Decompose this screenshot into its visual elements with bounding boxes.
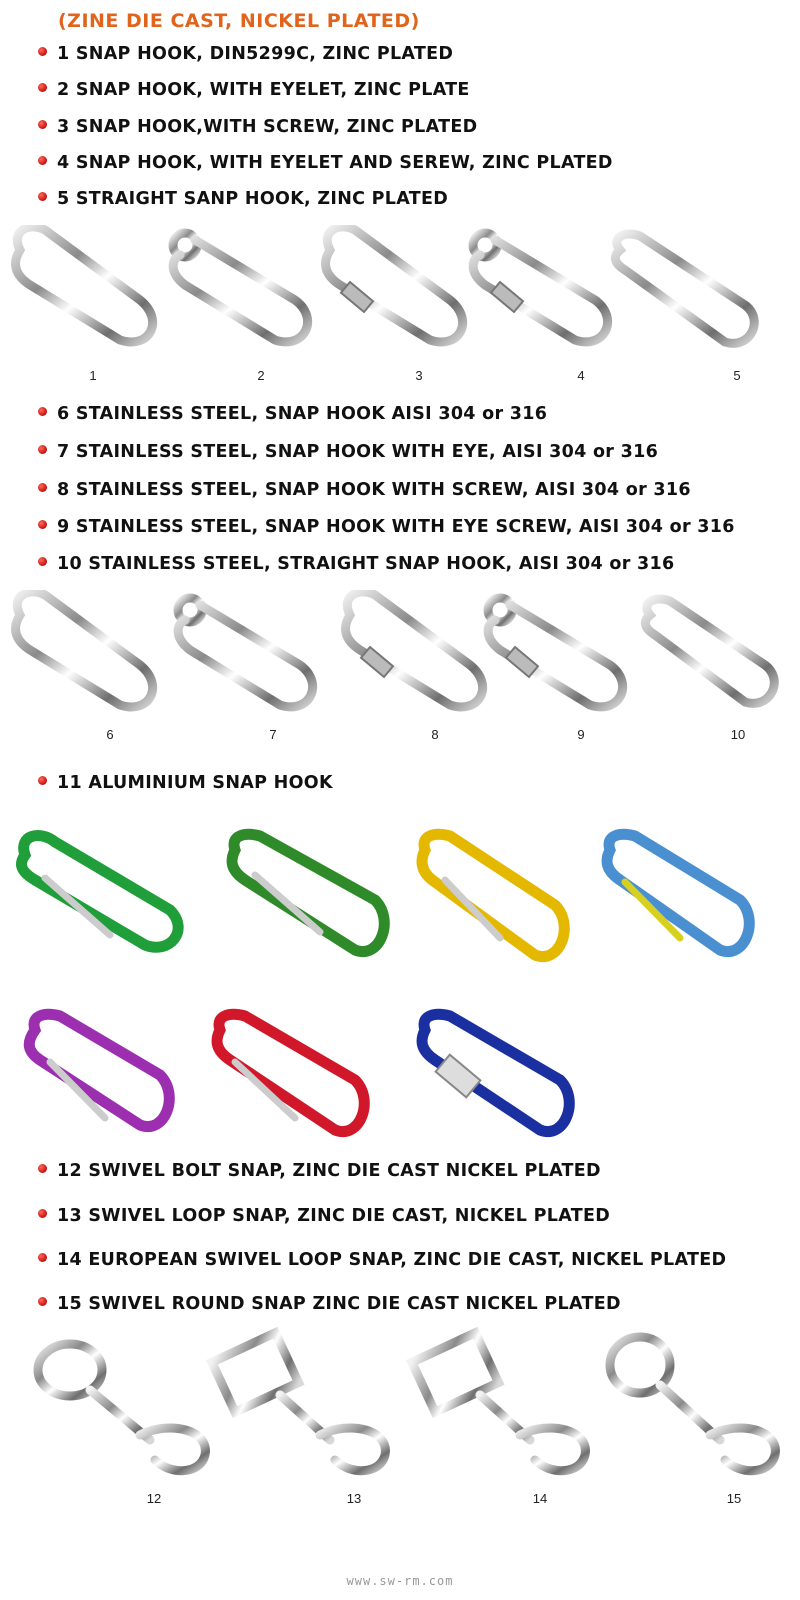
- snap-hook-icon: [29, 1014, 169, 1126]
- bullet-dot-icon: [38, 483, 47, 492]
- bullet-dot-icon: [38, 520, 47, 529]
- item-number: 13: [346, 1491, 362, 1506]
- snap-hook-icon: [16, 227, 153, 342]
- item-number: 15: [726, 1491, 742, 1506]
- snap-hook-icon: [422, 1014, 569, 1131]
- item-number: 4: [577, 368, 585, 383]
- bullet-dot-icon: [38, 776, 47, 785]
- bullet-dot-icon: [38, 1209, 47, 1218]
- product-line-8: 8 STAINLESS STEEL, SNAP HOOK WITH SCREW, AISI 304 or 316: [38, 480, 691, 500]
- snap-hook-icon: [346, 592, 483, 707]
- item-number: 6: [106, 727, 114, 742]
- item-number: 8: [431, 727, 439, 742]
- snap-hook-row-1: [0, 225, 800, 370]
- item-number: 5: [733, 368, 741, 383]
- snap-hook-icon: [178, 598, 313, 707]
- snap-hook-icon: [645, 599, 774, 703]
- bullet-dot-icon: [38, 557, 47, 566]
- bullet-dot-icon: [38, 1253, 47, 1262]
- snap-hook-icon: [422, 834, 564, 956]
- product-line-11: 11 ALUMINIUM SNAP HOOK: [38, 773, 333, 793]
- item-number: 2: [257, 368, 265, 383]
- snap-hook-icon: [607, 834, 749, 951]
- snap-hook-icon: [21, 836, 178, 948]
- bullet-dot-icon: [38, 120, 47, 129]
- bullet-dot-icon: [38, 407, 47, 416]
- product-line-13: 13 SWIVEL LOOP SNAP, ZINC DIE CAST, NICKEL PLATED: [38, 1206, 610, 1226]
- snap-hook-icon: [173, 233, 308, 342]
- bullet-dot-icon: [38, 1164, 47, 1173]
- product-line-7: 7 STAINLESS STEEL, SNAP HOOK WITH EYE, AISI 304 or 316: [38, 442, 658, 462]
- snap-hook-icon: [232, 834, 384, 951]
- item-number: 9: [577, 727, 585, 742]
- bullet-dot-icon: [38, 156, 47, 165]
- product-line-2: 2 SNAP HOOK, WITH EYELET, ZINC PLATE: [38, 80, 470, 100]
- item-number: 1: [89, 368, 97, 383]
- product-line-9: 9 STAINLESS STEEL, SNAP HOOK WITH EYE SCREW, AISI 304 or 316: [38, 517, 735, 537]
- product-line-1: 1 SNAP HOOK, DIN5299C, ZINC PLATED: [38, 44, 453, 64]
- item-number: 7: [269, 727, 277, 742]
- swivel-snap-icon: [212, 1333, 386, 1471]
- product-line-10: 10 STAINLESS STEEL, STRAIGHT SNAP HOOK, AISI 304 or 316: [38, 554, 674, 574]
- watermark-url: www.sw-rm.com: [346, 1574, 454, 1588]
- bullet-dot-icon: [38, 192, 47, 201]
- bullet-dot-icon: [38, 47, 47, 56]
- bullet-dot-icon: [38, 83, 47, 92]
- product-line-12: 12 SWIVEL BOLT SNAP, ZINC DIE CAST NICKEL PLATED: [38, 1161, 601, 1181]
- product-line-5: 5 STRAIGHT SANP HOOK, ZINC PLATED: [38, 189, 448, 209]
- bullet-dot-icon: [38, 1297, 47, 1306]
- snap-hook-icon: [217, 1014, 364, 1131]
- snap-hook-icon: [326, 227, 463, 342]
- item-number: 10: [730, 727, 746, 742]
- swivel-snap-icon: [610, 1337, 775, 1471]
- snap-hook-icon: [488, 598, 623, 707]
- product-line-4: 4 SNAP HOOK, WITH EYELET AND SEREW, ZINC PLATED: [38, 153, 613, 173]
- snap-hook-icon: [473, 233, 608, 342]
- item-number: 12: [146, 1491, 162, 1506]
- snap-hook-icon: [615, 234, 754, 343]
- swivel-snap-row: [0, 1325, 800, 1485]
- page-header: (ZINE DIE CAST, NICKEL PLATED): [58, 10, 420, 32]
- swivel-snap-icon: [412, 1333, 586, 1471]
- item-number: 3: [415, 368, 423, 383]
- product-line-14: 14 EUROPEAN SWIVEL LOOP SNAP, ZINC DIE CAST, NICKEL PLATED: [38, 1250, 726, 1270]
- product-line-6: 6 STAINLESS STEEL, SNAP HOOK AISI 304 or 316: [38, 404, 547, 424]
- product-line-15: 15 SWIVEL ROUND SNAP ZINC DIE CAST NICKEL PLATED: [38, 1294, 621, 1314]
- swivel-snap-icon: [38, 1344, 205, 1471]
- snap-hook-icon: [16, 592, 153, 707]
- bullet-dot-icon: [38, 445, 47, 454]
- snap-hook-row-2: [0, 590, 800, 730]
- item-number: 14: [532, 1491, 548, 1506]
- aluminium-hooks: [0, 820, 800, 1150]
- product-line-3: 3 SNAP HOOK,WITH SCREW, ZINC PLATED: [38, 117, 477, 137]
